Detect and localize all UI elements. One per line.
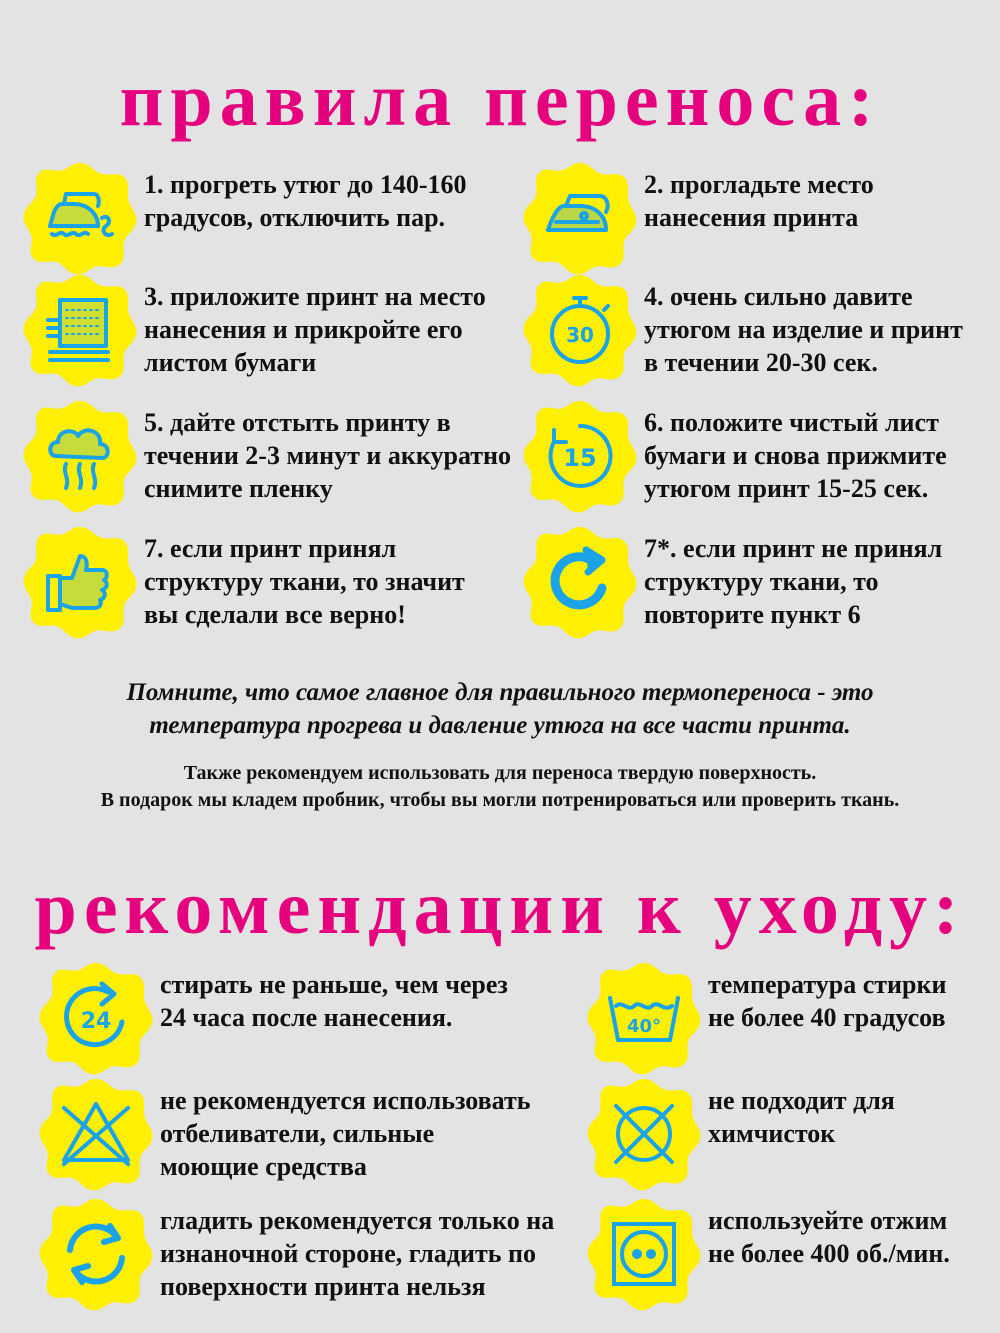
step-text: 7. если принт принял структуру ткани, то значит вы сделали все верно!: [144, 534, 465, 629]
care-item-6: [586, 1196, 950, 1312]
transfer-step-7-alt: [522, 524, 942, 640]
svg-text:30: 30: [566, 323, 594, 347]
transfer-title: правила переноса:: [119, 58, 881, 142]
care-text: гладить рекомендуется только на изнаночной стороне, гладить по поверхности принта нельзя: [160, 1206, 555, 1301]
iron-icon: [522, 160, 638, 276]
stopwatch-30-icon: [522, 272, 638, 388]
no-bleach-icon: [38, 1076, 154, 1192]
care-text: не рекомендуется использовать отбеливатели, сильные моющие средства: [160, 1086, 531, 1181]
spin-400-icon: [586, 1196, 702, 1312]
24-hours-icon: [38, 960, 154, 1076]
care-item-1: [38, 960, 508, 1076]
transfer-step-3: [22, 272, 486, 388]
care-item-2: [586, 960, 946, 1076]
step-text: 3. приложите принт на место нанесения и прикройте его листом бумаги: [144, 282, 486, 377]
transfer-step-2: [522, 160, 874, 276]
repeat-arrow-icon: [522, 524, 638, 640]
care-item-5: [38, 1196, 554, 1312]
iron-steam-icon: [22, 160, 138, 276]
care-title: рекомендации к уходу:: [34, 866, 966, 950]
step-text: 7*. если принт не принял структуру ткани, то повторите пункт 6: [644, 534, 943, 629]
inside-out-icon: [38, 1196, 154, 1312]
step-text: 6. положите чистый лист бумаги и снова прижмите утюгом принт 15-25 сек.: [644, 408, 947, 503]
care-item-3: [38, 1076, 531, 1192]
step-text: 2. прогладьте место нанесения принта: [644, 170, 874, 232]
svg-text:40°: 40°: [626, 1016, 662, 1037]
care-item-4: [586, 1076, 895, 1192]
transfer-step-6: [522, 398, 947, 514]
recommendation-note: Также рекомендуем использовать для переноса твердую поверхность. В подарок мы кладем пробник, чтобы вы могли потренироваться или проверить ткань.: [100, 762, 900, 811]
no-dry-clean-icon: [586, 1076, 702, 1192]
care-text: не подходит для химчисток: [708, 1086, 895, 1148]
important-note: Помните, что самое главное для правильного термопереноса - это температура прогрева и давление утюга на все части принта.: [126, 679, 874, 739]
step-text: 4. очень сильно давите утюгом на изделие и принт в течении 20-30 сек.: [644, 282, 963, 377]
timer-15-icon: [522, 398, 638, 514]
transfer-step-7: [22, 524, 465, 640]
care-text: стирать не раньше, чем через 24 часа после нанесения.: [160, 970, 508, 1032]
thumbs-up-icon: [22, 524, 138, 640]
fabric-layers-icon: [22, 272, 138, 388]
steam-cloud-icon: [22, 398, 138, 514]
step-text: 1. прогреть утюг до 140-160 градусов, отключить пар.: [144, 170, 467, 232]
transfer-step-1: [22, 160, 467, 276]
transfer-step-5: [22, 398, 511, 514]
step-text: 5. дайте отстыть принту в течении 2-3 минут и аккуратно снимите пленку: [144, 408, 512, 503]
svg-text:15: 15: [563, 444, 597, 472]
wash-40-icon: [586, 960, 702, 1076]
care-text: используейте отжим не более 400 об./мин.: [708, 1206, 950, 1268]
svg-text:24: 24: [80, 1009, 112, 1034]
care-text: температура стирки не более 40 градусов: [708, 970, 947, 1032]
transfer-step-4: [522, 272, 963, 388]
